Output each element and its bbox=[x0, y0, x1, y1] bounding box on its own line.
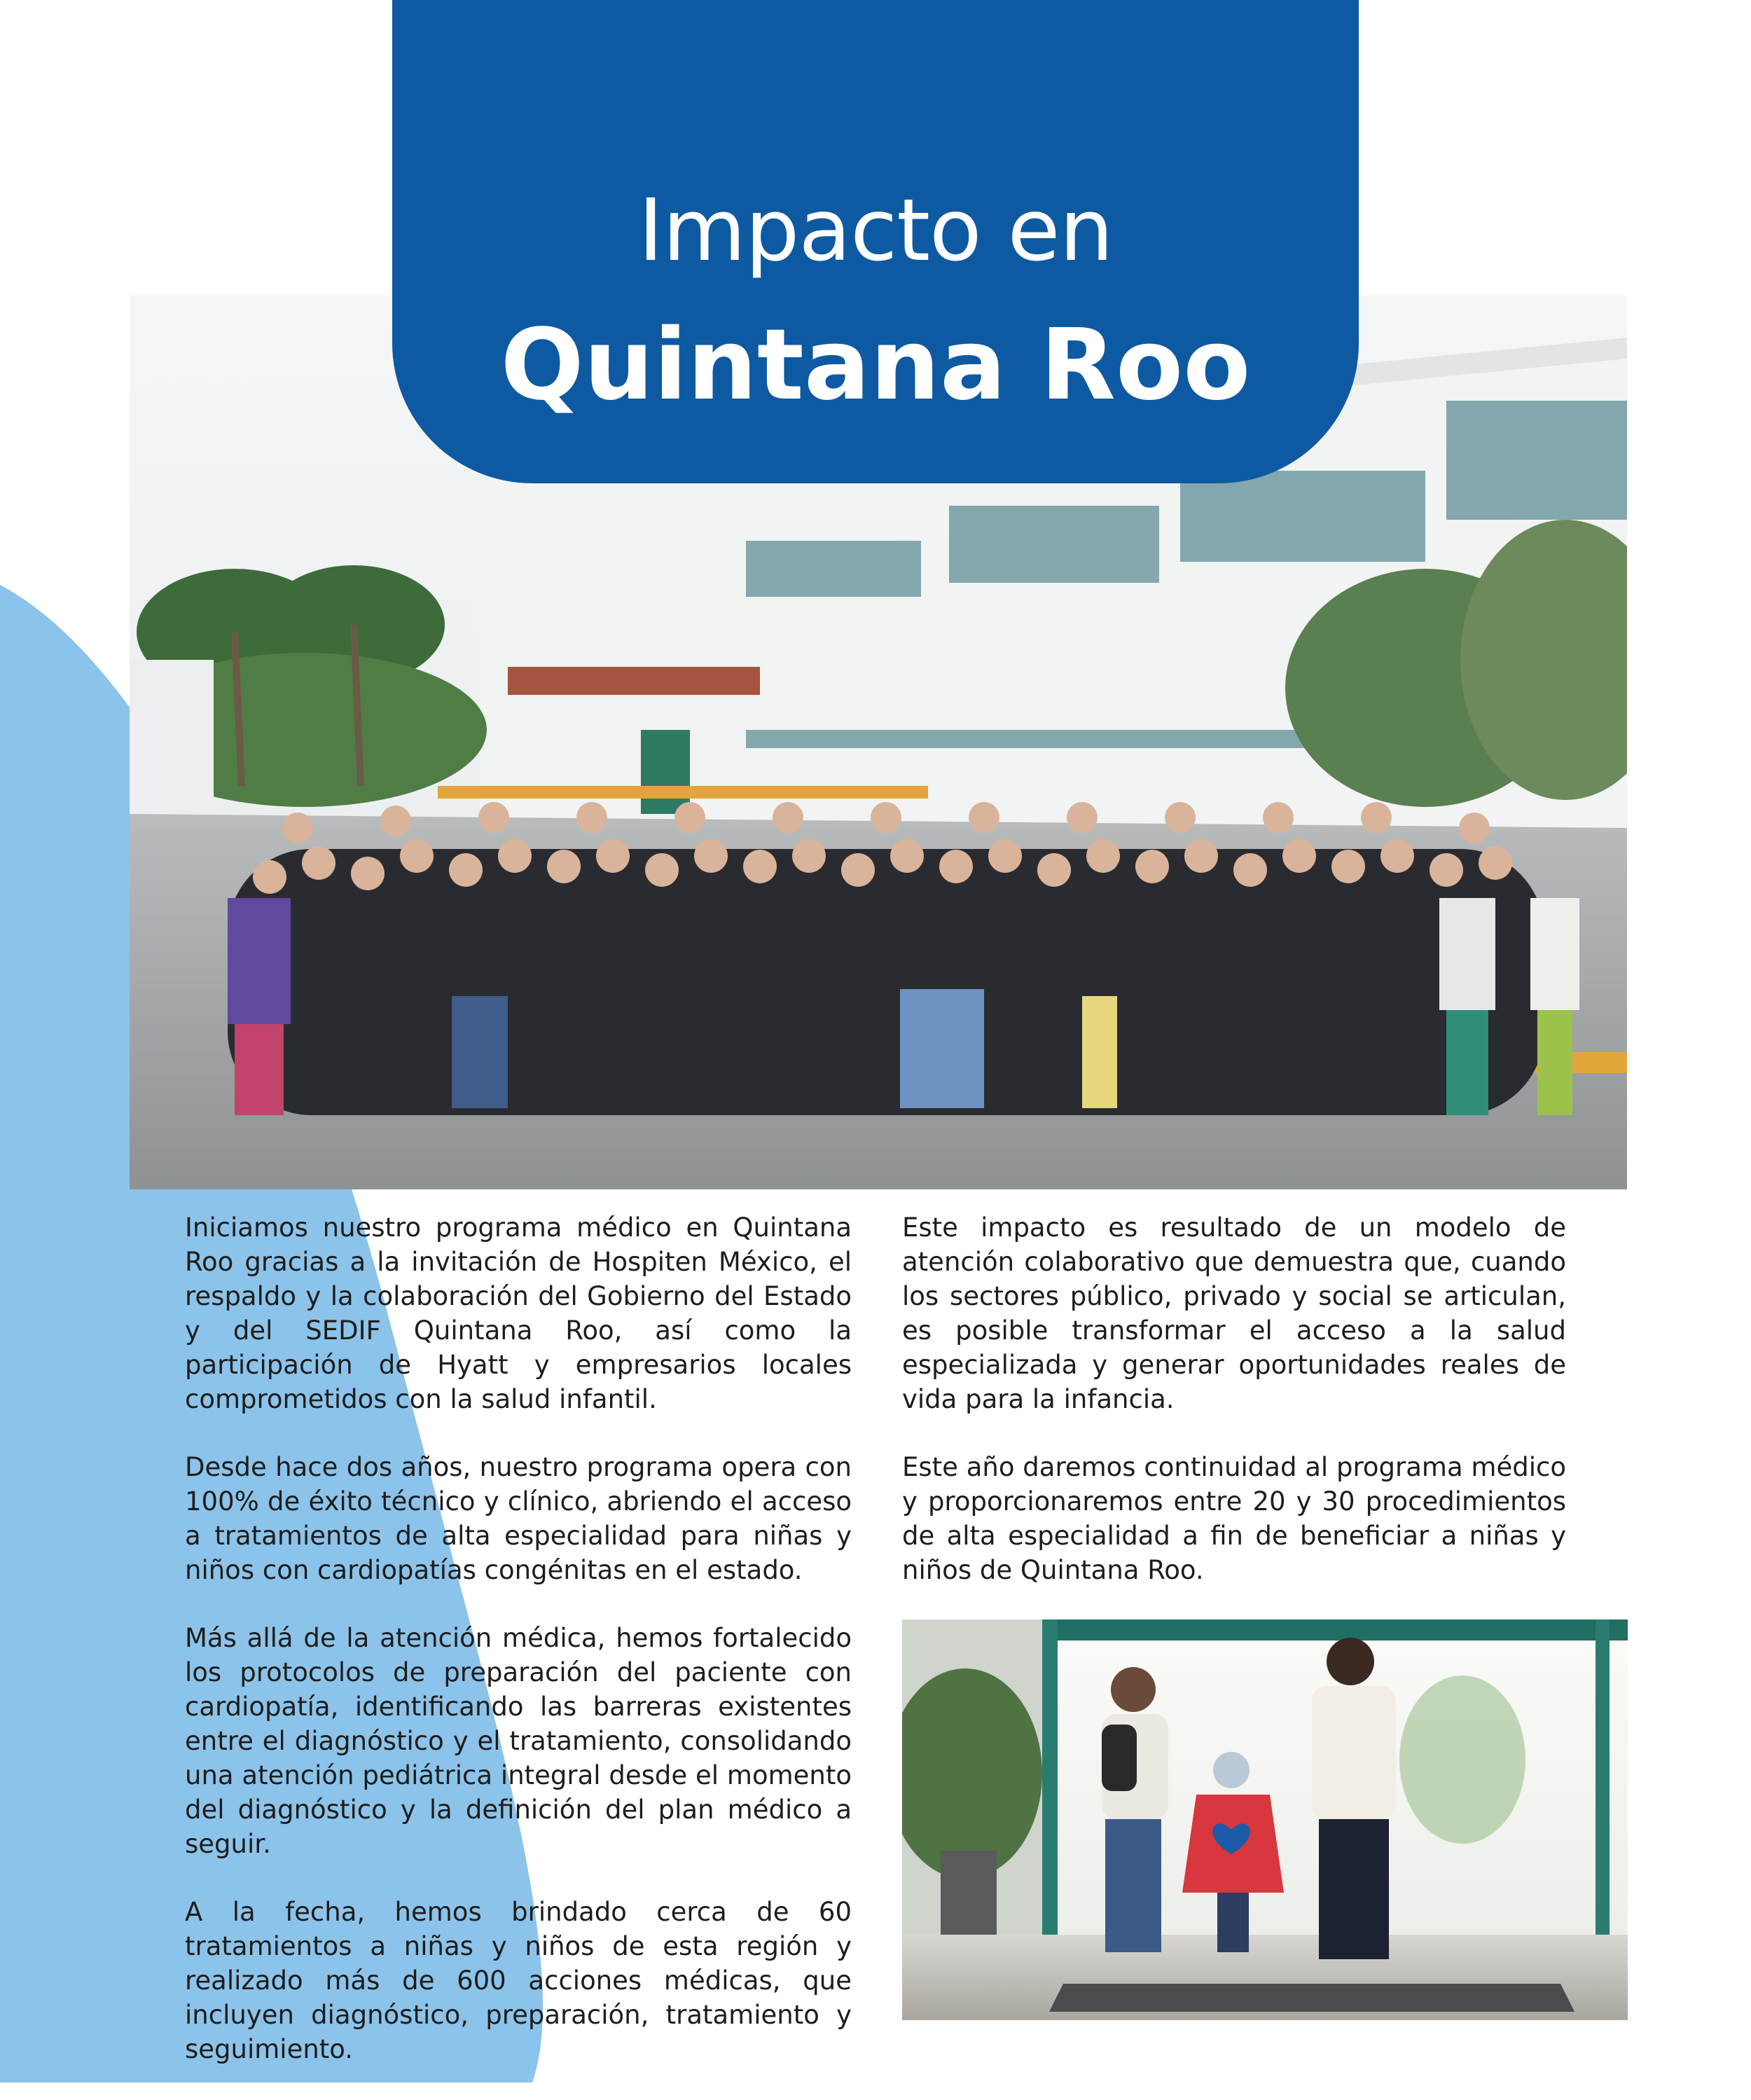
paragraph: Iniciamos nuestro programa médico en Quintana Roo gracias a la invitación de Hospiten México, el respaldo y la colaboración del Gobierno del Estado y del SEDIF Quintana Roo, así como la participación de Hyatt y empresarios locales comprometidos con la salud infantil. bbox=[185, 1213, 852, 1414]
title-banner bbox=[392, 0, 1359, 483]
page-title-line-1: Impacto en bbox=[638, 181, 1113, 280]
paragraph: Más allá de la atención médica, hemos fortalecido los protocolos de preparación del paciente con cardiopatía, identificando las barreras existentes entre el diagnóstico y el tratamiento, consolidando una atención pediátrica integral desde el momento del diagnóstico y la definición del plan médico a seguir. bbox=[185, 1623, 852, 1859]
paragraph: Este año daremos continuidad al programa médico y proporcionaremos entre 20 y 30 procedimientos de alta especialidad a fin de beneficiar a niñas y niños de Quintana Roo. bbox=[902, 1452, 1566, 1585]
paragraph: Desde hace dos años, nuestro programa opera con 100% de éxito técnico y clínico, abriendo el acceso a tratamientos de alta especialidad para niñas y niños con cardiopatías congénitas en el estado. bbox=[185, 1452, 852, 1585]
paragraph: Este impacto es resultado de un modelo de atención colaborativo que demuestra que, cuando los sectores público, privado y social se articulan, es posible transformar el acceso a la salud especializada y generar oportunidades reales de vida para la infancia. bbox=[902, 1213, 1566, 1414]
paragraph: A la fecha, hemos brindado cerca de 60 tratamientos a niñas y niños de esta región y realizado más de 600 acciones médicas, que incluyen diagnóstico, preparación, tratamiento y seguimiento. bbox=[185, 1897, 852, 2064]
page-title-line-2: Quintana Roo bbox=[500, 308, 1251, 422]
family-photo bbox=[902, 1619, 1628, 2020]
right-text-column bbox=[902, 1210, 1566, 1621]
left-text-column bbox=[185, 1210, 852, 2100]
